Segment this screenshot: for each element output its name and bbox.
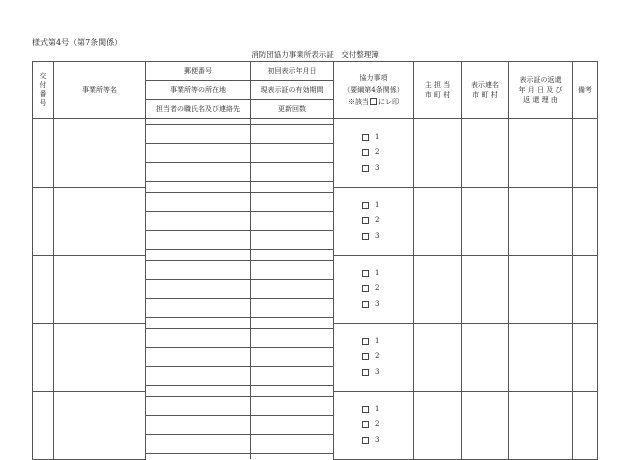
record-serial-cell[interactable] (33, 119, 54, 188)
record-info-cell[interactable] (146, 125, 251, 144)
checklist-item-number: 2 (375, 148, 380, 156)
record-info-cell[interactable] (146, 348, 251, 367)
record-date-cell[interactable] (251, 397, 334, 416)
record-serial-cell[interactable] (33, 323, 54, 391)
checklist-item[interactable] (334, 130, 413, 146)
checklist-item[interactable] (334, 433, 413, 449)
checkbox-icon[interactable] (362, 217, 369, 224)
header-validity-period: 現表示証の有効期間 (251, 81, 334, 100)
checkbox-icon[interactable] (362, 149, 369, 156)
record-date-cell[interactable] (251, 435, 334, 454)
checklist-item-number: 3 (375, 435, 380, 444)
record-cooperation-checklist (334, 255, 414, 323)
header-contact-person: 担当者の職氏名及び連絡先 (146, 100, 251, 119)
checklist-item-number: 2 (375, 420, 380, 429)
checklist-item[interactable] (334, 213, 413, 229)
record-info-cell[interactable] (146, 212, 251, 231)
checklist-item-number: 3 (375, 231, 380, 240)
checkbox-icon[interactable] (362, 421, 369, 428)
header-joint-cities: 表示連名 市 町 村 (462, 62, 509, 119)
checklist-item[interactable] (334, 349, 413, 365)
record-date-cell[interactable] (251, 163, 334, 182)
record-remarks-cell[interactable] (573, 119, 598, 188)
checklist-item[interactable] (334, 281, 413, 297)
checkbox-icon[interactable] (362, 301, 369, 308)
record-remarks-cell[interactable] (573, 391, 598, 459)
checklist-item-number: 1 (375, 200, 380, 209)
record-spacer-left (146, 454, 251, 460)
checklist-item[interactable] (334, 402, 413, 418)
checklist-item-number: 3 (375, 163, 380, 172)
checklist-item-number: 1 (375, 268, 380, 277)
record-remarks-cell[interactable] (573, 187, 598, 255)
header-office-name: 事業所等名 (54, 62, 146, 119)
record-info-cell[interactable] (146, 367, 251, 386)
record-office-name-cell[interactable] (54, 187, 146, 255)
header-office-location: 事業所等の所在地 (146, 81, 251, 100)
record-cooperation-checklist (334, 187, 414, 255)
record-info-cell[interactable] (146, 193, 251, 212)
record-serial-cell[interactable] (33, 187, 54, 255)
form-label: 様式第4号（第7条関係） (32, 38, 123, 47)
checklist-item-number: 1 (375, 404, 380, 413)
checklist-item[interactable] (334, 266, 413, 282)
header-return-info: 表示証の返還 年 月 日 及 び 返 還 理 由 (509, 62, 573, 119)
record-return-info-cell[interactable] (509, 323, 573, 391)
checklist-item-number: 1 (375, 132, 380, 141)
checkbox-icon[interactable] (362, 406, 369, 413)
record-date-cell[interactable] (251, 348, 334, 367)
record-date-cell[interactable] (251, 212, 334, 231)
record-return-info-cell[interactable] (509, 187, 573, 255)
record-office-name-cell[interactable] (54, 255, 146, 323)
checklist-item[interactable] (334, 229, 413, 245)
record-date-cell[interactable] (251, 144, 334, 163)
record-joint-cities-cell[interactable] (462, 391, 509, 459)
checklist-item[interactable] (334, 198, 413, 214)
record-info-cell[interactable] (146, 231, 251, 250)
record-cooperation-checklist (334, 323, 414, 391)
record-date-cell[interactable] (251, 367, 334, 386)
checklist-item[interactable] (334, 145, 413, 161)
checkbox-icon[interactable] (362, 437, 369, 444)
record-date-cell[interactable] (251, 231, 334, 250)
record-info-cell[interactable] (146, 144, 251, 163)
checklist-item[interactable] (334, 365, 413, 381)
record-return-info-cell[interactable] (509, 391, 573, 459)
record-return-info-cell[interactable] (509, 119, 573, 188)
header-city-in-charge: 主 担 当 市 町 村 (414, 62, 462, 119)
record-remarks-cell[interactable] (573, 255, 598, 323)
record-joint-cities-cell[interactable] (462, 119, 509, 188)
checkbox-icon[interactable] (362, 369, 369, 376)
record-info-cell[interactable] (146, 329, 251, 348)
checklist-item[interactable] (334, 417, 413, 433)
checkbox-icon[interactable] (362, 338, 369, 345)
record-remarks-cell[interactable] (573, 323, 598, 391)
record-date-cell[interactable] (251, 280, 334, 299)
checkbox-icon[interactable] (362, 353, 369, 360)
record-cooperation-checklist (334, 391, 414, 459)
record-office-name-cell[interactable] (54, 391, 146, 459)
record-date-cell[interactable] (251, 416, 334, 435)
header-renewal-count: 更新回数 (251, 100, 334, 119)
checkbox-icon[interactable] (362, 202, 369, 209)
checklist-item[interactable] (334, 297, 413, 313)
record-info-cell[interactable] (146, 416, 251, 435)
record-joint-cities-cell[interactable] (462, 187, 509, 255)
record-spacer-mid (251, 454, 334, 460)
checklist-item-number: 2 (375, 216, 380, 225)
record-cooperation-checklist (334, 119, 414, 188)
record-city-in-charge-cell[interactable] (414, 187, 462, 255)
checkbox-icon[interactable] (362, 165, 369, 172)
header-cooperation-items: 協力事項 （要綱第4条関係） ※該当 にレ印 (334, 62, 414, 119)
record-joint-cities-cell[interactable] (462, 323, 509, 391)
header-remarks: 備考 (573, 62, 598, 119)
checklist-item-number: 3 (375, 367, 380, 376)
record-city-in-charge-cell[interactable] (414, 255, 462, 323)
record-joint-cities-cell[interactable] (462, 255, 509, 323)
record-city-in-charge-cell[interactable] (414, 119, 462, 188)
checklist-item-number: 1 (375, 336, 380, 345)
registry-table (32, 61, 598, 460)
record-serial-cell[interactable] (33, 391, 54, 459)
record-date-cell[interactable] (251, 261, 334, 280)
record-date-cell[interactable] (251, 125, 334, 144)
record-date-cell[interactable] (251, 193, 334, 212)
checkbox-icon[interactable] (362, 134, 369, 141)
record-serial-cell[interactable] (33, 255, 54, 323)
checklist-item-number: 2 (375, 284, 380, 293)
checkbox-icon[interactable] (362, 233, 369, 240)
record-info-cell[interactable] (146, 261, 251, 280)
record-info-cell[interactable] (146, 435, 251, 454)
record-city-in-charge-cell[interactable] (414, 391, 462, 459)
record-info-cell[interactable] (146, 280, 251, 299)
record-return-info-cell[interactable] (509, 255, 573, 323)
record-info-cell[interactable] (146, 163, 251, 182)
checklist-item-number: 3 (375, 299, 380, 308)
checkbox-icon[interactable] (362, 285, 369, 292)
record-date-cell[interactable] (251, 299, 334, 318)
record-office-name-cell[interactable] (54, 323, 146, 391)
header-first-display-date: 初回表示年月日 (251, 62, 334, 81)
record-info-cell[interactable] (146, 397, 251, 416)
checklist-item[interactable] (334, 161, 413, 177)
header-postal-code: 郵便番号 (146, 62, 251, 81)
record-date-cell[interactable] (251, 329, 334, 348)
checklist-item-number: 2 (375, 352, 380, 361)
document-title: 消防団協力事業所表示証 交付整理簿 (251, 50, 379, 59)
header-serial-number: 交付番号 (33, 62, 54, 119)
record-office-name-cell[interactable] (54, 119, 146, 188)
checklist-item[interactable] (334, 334, 413, 350)
record-city-in-charge-cell[interactable] (414, 323, 462, 391)
record-info-cell[interactable] (146, 299, 251, 318)
checkbox-icon[interactable] (362, 270, 369, 277)
